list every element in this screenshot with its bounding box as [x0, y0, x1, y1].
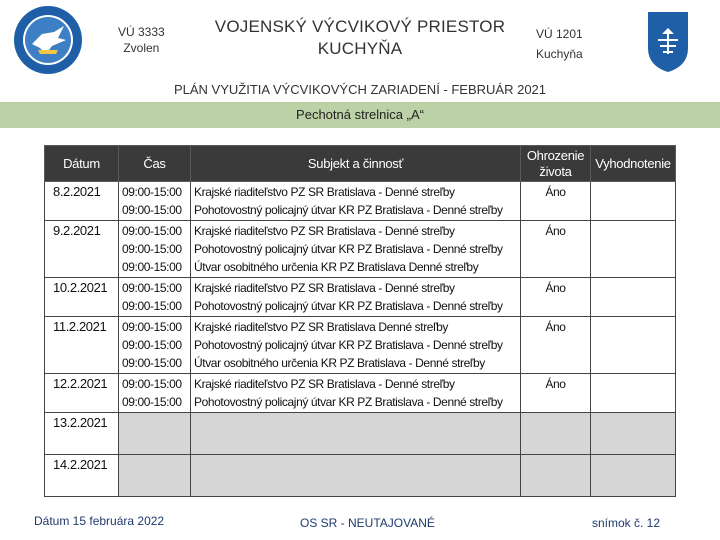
subject-entry: Krajské riaditeľstvo PZ SR Bratislava - Denné streľby — [194, 185, 455, 199]
time-slot: 09:00-15:00 — [122, 299, 182, 313]
time-slot: 09:00-15:00 — [122, 281, 182, 295]
subject-entry: Pohotovostný policajný útvar KR PZ Bratislava - Denné streľby — [194, 242, 503, 256]
page-title — [200, 16, 520, 60]
row-date: 9.2.2021 — [45, 221, 119, 278]
header-date: Dátum — [45, 146, 119, 182]
time-slot: 09:00-15:00 — [122, 377, 182, 391]
row-times — [119, 278, 191, 317]
row-date: 10.2.2021 — [45, 278, 119, 317]
table-header-row — [45, 146, 676, 182]
row-subjects-empty — [191, 413, 521, 455]
row-date: 12.2.2021 — [45, 374, 119, 413]
row-subjects-empty — [191, 455, 521, 497]
time-slot: 09:00-15:00 — [122, 185, 182, 199]
row-evaluation — [591, 278, 676, 317]
section-label: Pechotná strelnica „A“ — [296, 107, 424, 122]
row-risk-empty — [521, 413, 591, 455]
row-risk: Áno — [521, 317, 591, 374]
time-slot: 09:00-15:00 — [122, 338, 182, 352]
header-risk-line-1: Ohrozenie — [526, 147, 585, 163]
footer-date: Dátum 15 februára 2022 — [34, 514, 165, 528]
row-risk: Áno — [521, 182, 591, 221]
row-subjects — [191, 182, 521, 221]
table-row — [45, 374, 676, 413]
subject-entry: Krajské riaditeľstvo PZ SR Bratislava - Denné streľby — [194, 281, 455, 295]
time-slot: 09:00-15:00 — [122, 242, 182, 256]
row-evaluation — [591, 221, 676, 278]
header-risk-line-2: života — [539, 163, 572, 179]
row-risk: Áno — [521, 221, 591, 278]
subject-entry: Pohotovostný policajný útvar KR PZ Bratislava - Denné streľby — [194, 203, 503, 217]
left-unit-city: Zvolen — [123, 41, 160, 55]
table-row — [45, 317, 676, 374]
plan-subtitle: PLÁN VYUŽITIA VÝCVIKOVÝCH ZARIADENÍ - FEBRUÁR 2021 — [173, 82, 547, 97]
subject-entry: Pohotovostný policajný útvar KR PZ Bratislava - Denné streľby — [194, 395, 503, 409]
row-subjects — [191, 278, 521, 317]
row-subjects — [191, 374, 521, 413]
subject-entry: Útvar osobitného určenia KR PZ Bratislava - Denné streľby — [194, 356, 485, 370]
row-evaluation — [591, 374, 676, 413]
time-slot: 09:00-15:00 — [122, 260, 182, 274]
header-risk — [521, 146, 591, 182]
time-slot: 09:00-15:00 — [122, 203, 182, 217]
table-row — [45, 221, 676, 278]
row-risk: Áno — [521, 374, 591, 413]
left-unit-number: VÚ 3333 — [118, 25, 165, 39]
zvolen-crest-logo — [12, 4, 84, 76]
footer-slide-number: snímok č. 12 — [592, 516, 661, 530]
header-subject: Subjekt a činnosť — [191, 146, 521, 182]
table-row — [45, 278, 676, 317]
footer-classification: OS SR - NEUTAJOVANÉ — [300, 516, 435, 530]
right-unit-block — [536, 24, 583, 64]
subject-entry: Krajské riaditeľstvo PZ SR Bratislava - Denné streľby — [194, 224, 455, 238]
row-times — [119, 221, 191, 278]
row-risk: Áno — [521, 278, 591, 317]
header-time: Čas — [119, 146, 191, 182]
time-slot: 09:00-15:00 — [122, 395, 182, 409]
table-row-empty — [45, 413, 676, 455]
row-date: 8.2.2021 — [45, 182, 119, 221]
time-slot: 09:00-15:00 — [122, 356, 182, 370]
right-unit-city: Kuchyňa — [536, 47, 583, 61]
row-evaluation-empty — [591, 413, 676, 455]
row-times — [119, 182, 191, 221]
subject-entry: Pohotovostný policajný útvar KR PZ Bratislava - Denné streľby — [194, 299, 503, 313]
row-times-empty — [119, 413, 191, 455]
row-subjects — [191, 221, 521, 278]
row-times-empty — [119, 455, 191, 497]
row-evaluation — [591, 317, 676, 374]
time-slot: 09:00-15:00 — [122, 320, 182, 334]
left-unit-block — [118, 24, 165, 56]
row-times — [119, 374, 191, 413]
table-row-empty — [45, 455, 676, 497]
header-evaluation: Vyhodnotenie — [591, 146, 676, 182]
time-slot: 09:00-15:00 — [122, 224, 182, 238]
subject-entry: Krajské riaditeľstvo PZ SR Bratislava - Denné streľby — [194, 377, 455, 391]
title-line-1: VOJENSKÝ VÝCVIKOVÝ PRIESTOR — [214, 17, 506, 36]
schedule-table — [44, 145, 676, 497]
section-banner — [0, 102, 720, 128]
row-evaluation-empty — [591, 455, 676, 497]
subject-entry: Krajské riaditeľstvo PZ SR Bratislava Denné streľby — [194, 320, 449, 334]
right-unit-number: VÚ 1201 — [536, 27, 583, 41]
table-row — [45, 182, 676, 221]
row-evaluation — [591, 182, 676, 221]
kuchyna-shield-logo — [646, 10, 690, 74]
row-date: 13.2.2021 — [45, 413, 119, 455]
row-subjects — [191, 317, 521, 374]
subject-entry: Útvar osobitného určenia KR PZ Bratislava Denné streľby — [194, 260, 479, 274]
title-line-2: KUCHYŇA — [317, 39, 403, 58]
row-date: 14.2.2021 — [45, 455, 119, 497]
row-risk-empty — [521, 455, 591, 497]
subject-entry: Pohotovostný policajný útvar KR PZ Bratislava - Denné streľby — [194, 338, 503, 352]
row-date: 11.2.2021 — [45, 317, 119, 374]
row-times — [119, 317, 191, 374]
